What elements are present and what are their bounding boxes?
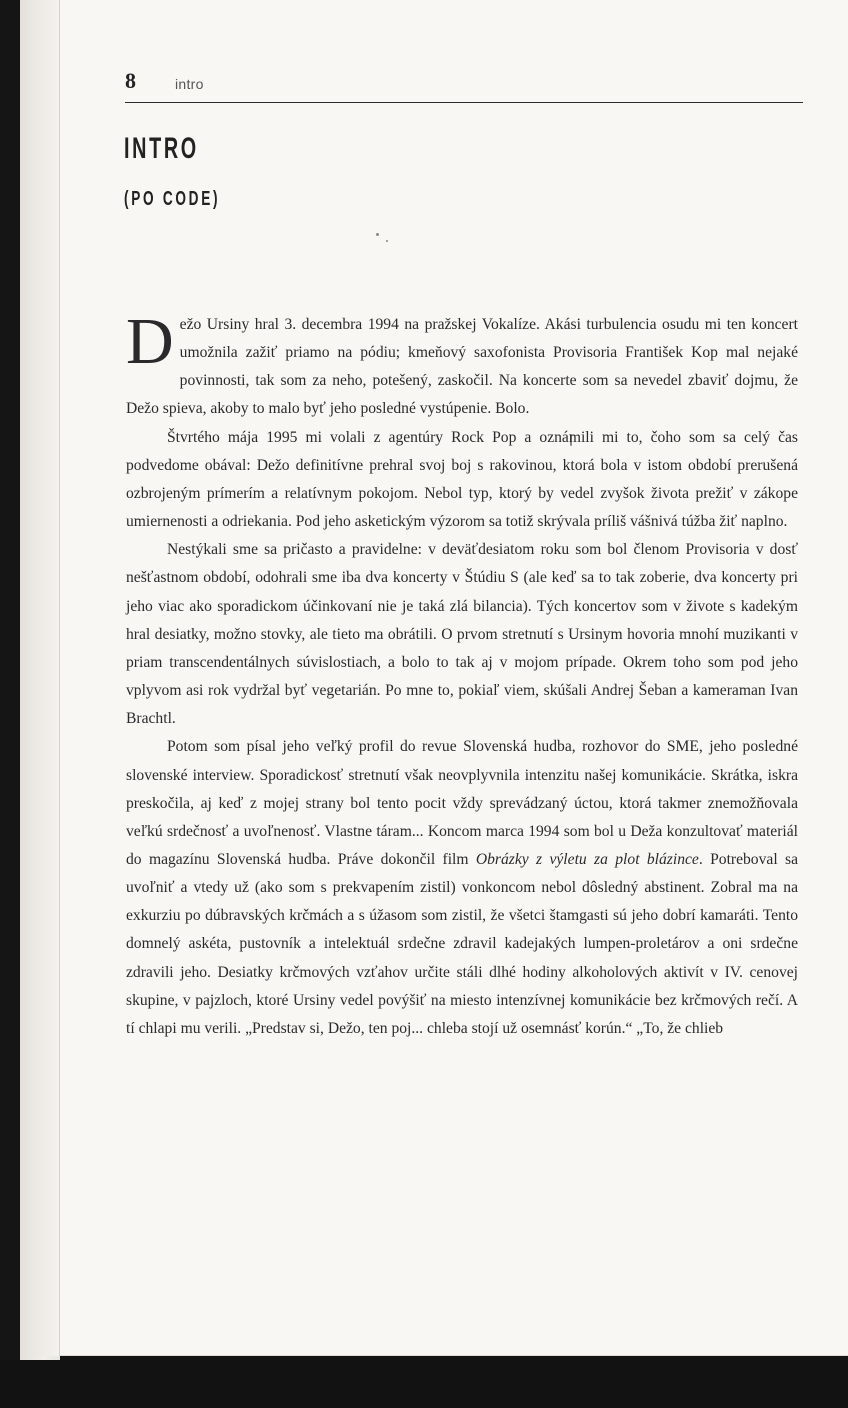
drop-cap: D	[126, 305, 174, 378]
scan-speck	[386, 240, 388, 242]
page-number: 8	[125, 68, 136, 93]
running-head	[125, 66, 803, 103]
running-head-title: intro	[175, 76, 204, 92]
scan-background-bottom	[0, 1360, 848, 1408]
paragraph-3: Nestýkali sme sa pričasto a pravidelne: v deväťdesiatom roku som bol členom Provisoria v dosť nešťastnom období, odohrali sme iba dva koncerty v Štúdiu S (ale keď sa to tak zoberie, dva koncerty pri jeho viac ako sporadickom účinkovaní nie je taká zlá bilancia). Tých koncertov som v živote s kadekým hral desiatky, možno stovky, ale tieto ma obrátili. O prvom stretnutí s Ursinym hovoria mnohí muzikanti v priam transcendentálnych súvislostiach, a bolo to tak aj v mojom prípade. Okrem toho som pod jeho vplyvom asi rok vydržal byť vegetarián. Po mne to, pokiaľ viem, skúšali Andrej Šeban a kameraman Ivan Brachtl.	[126, 541, 798, 728]
chapter-title: INTRO	[124, 132, 199, 165]
paragraph-2: Štvrtého mája 1995 mi volali z agentúry Rock Pop a oznámili mi to, čoho som sa celý čas podvedome obával: Dežo definitívne prehral svoj boj s rakovinou, ktorá bola v istom období prerušená ozbrojeným prímerím a relatívnym pokojom. Nebol typ, ktorý by vedel zvyšok života prežiť v zákope umiernenosti a odriekania. Pod jeho asketickým výzorom sa totiž skrývala príliš vášnivá túžba žiť naplno.	[126, 428, 798, 531]
scan-background-left	[0, 0, 20, 1408]
paragraph-4-text-before: Potom som písal jeho veľký profil do revue Slovenská hudba, rozhovor do SME, jeho posledné slovenské interview. Sporadickosť stretnutí však neovplyvnila intenzitu našej komunikácie. Skrátka, iskra preskočila, aj keď z mojej strany bol tento pocit vždy sprevádzaný úctou, ktorá takmer znemožňovala veľkú srdečnosť a uvoľnenosť. Vlastne táram... Koncom marca 1994 som bol u Deža konzultovať materiál do magazínu Slovenská hudba. Práve dokončil film	[126, 738, 798, 868]
chapter-subtitle: (PO CODE)	[124, 188, 221, 210]
paragraph-4	[126, 733, 798, 1043]
scan-speck	[376, 233, 379, 236]
paragraph-1	[126, 305, 798, 424]
film-title: Obrázky z výletu za plot blázince	[475, 850, 699, 868]
body-text	[126, 305, 798, 1043]
paragraph-1-text: ežo Ursiny hral 3. decembra 1994 na pražskej Vokalíze. Akási turbulencia osudu mi ten koncert umožnila zažiť priamo na pódiu; kmeňový saxofonista Provisoria František Kop mal nejaké povinnosti, tak som za neho, potešený, zaskočil. Na koncerte som sa nevedel zbaviť dojmu, že Dežo spieva, akoby to malo byť jeho posledné vystúpenie. Bolo.	[126, 316, 798, 418]
paragraph-4-text-after: . Potreboval sa uvoľniť a vtedy už (ako som s prekvapením zistil) vonkoncom nebol dôsledný abstinent. Zobral ma na exkurziu po dúbravských krčmách a s úžasom som zistil, že všetci štamgasti sú jeho dobrí kamaráti. Tento domnelý askéta, pustovník a intelektuál srdečne zdravil kadejakých lumpen-proletárov a oni srdečne zdravili jeho. Desiatky krčmových vzťahov určite stáli dlhé hodiny alkoholových aktivít v IV. cenovej skupine, v pajzloch, ktoré Ursiny vedel povýšiť na miesto intenzívnej komunikácie bez krčmových rečí. A tí chlapi mu verili. „Predstav si, Dežo, ten poj... chleba stojí už osemnásť korún.“ „To, že chlieb	[126, 850, 798, 1037]
